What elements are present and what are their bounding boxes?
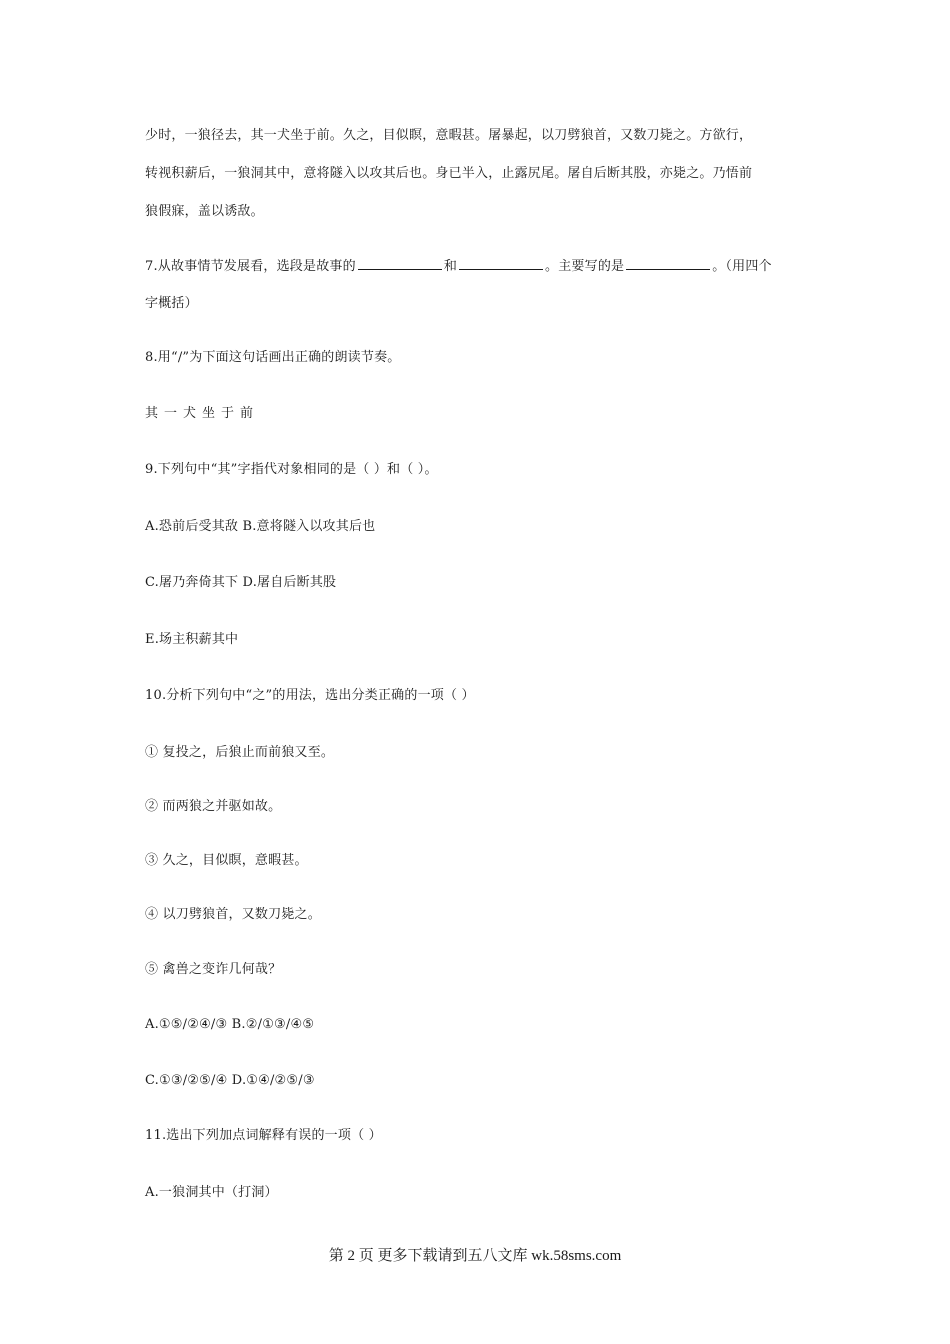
q7-text-3: 。主要写的是 <box>545 259 625 274</box>
question-10-options-ab: A.①⑤/②④/③ B.②/①③/④⑤ <box>145 1017 315 1032</box>
question-10-item-3: ③ 久之，目似瞑，意暇甚。 <box>145 853 308 868</box>
question-8: 8.用“/”为下面这句话画出正确的朗读节奏。 <box>145 350 401 365</box>
question-10-item-4: ④ 以刀劈狼首，又数刀毙之。 <box>145 907 321 922</box>
q7-text-4: 。（用四个 <box>712 259 772 274</box>
q7-text-1: 7.从故事情节发展看，选段是故事的 <box>145 259 356 274</box>
passage-line-1: 少时，一狼径去，其一犬坐于前。久之，目似瞑，意暇甚。屠暴起，以刀劈狼首，又数刀毙之。方欲行， <box>145 128 753 143</box>
question-11: 11.选出下列加点词解释有误的一项（ ） <box>145 1128 382 1143</box>
question-10-item-1: ① 复投之，后狼止而前狼又至。 <box>145 745 335 760</box>
passage-line-2: 转视积薪后，一狼洞其中，意将隧入以攻其后也。身已半入，止露尻尾。屠自后断其股，亦毙之。乃悟前 <box>145 166 753 181</box>
q7-blank-3[interactable] <box>626 257 710 270</box>
question-10-options-cd: C.①③/②⑤/④ D.①④/②⑤/③ <box>145 1073 315 1088</box>
q7-blank-1[interactable] <box>358 257 442 270</box>
question-9-options-cd: C.屠乃奔倚其下 D.屠自后断其股 <box>145 575 337 590</box>
page-footer: 第 2 页 更多下载请到五八文库 wk.58sms.com <box>328 1248 622 1264</box>
question-9-options-ab: A.恐前后受其敌 B.意将隧入以攻其后也 <box>145 519 376 534</box>
question-8-sentence: 其一犬坐于前 <box>145 406 260 421</box>
question-9-option-e: E.场主积薪其中 <box>145 632 239 647</box>
question-11-option-a: A.一狼洞其中（打洞） <box>145 1185 278 1200</box>
question-9: 9.下列句中“其”字指代对象相同的是（ ）和（ ）。 <box>145 462 438 477</box>
q7-blank-2[interactable] <box>459 257 543 270</box>
question-10-item-2: ② 而两狼之并驱如故。 <box>145 799 282 814</box>
q7-text-2: 和 <box>443 259 458 274</box>
question-10: 10.分析下列句中“之”的用法，选出分类正确的一项（ ） <box>145 688 475 703</box>
question-7 <box>145 257 810 276</box>
question-7-line-2: 字概括） <box>145 296 198 311</box>
passage-line-3: 狼假寐，盖以诱敌。 <box>145 204 264 219</box>
question-10-item-5: ⑤ 禽兽之变诈几何哉？ <box>145 962 282 977</box>
